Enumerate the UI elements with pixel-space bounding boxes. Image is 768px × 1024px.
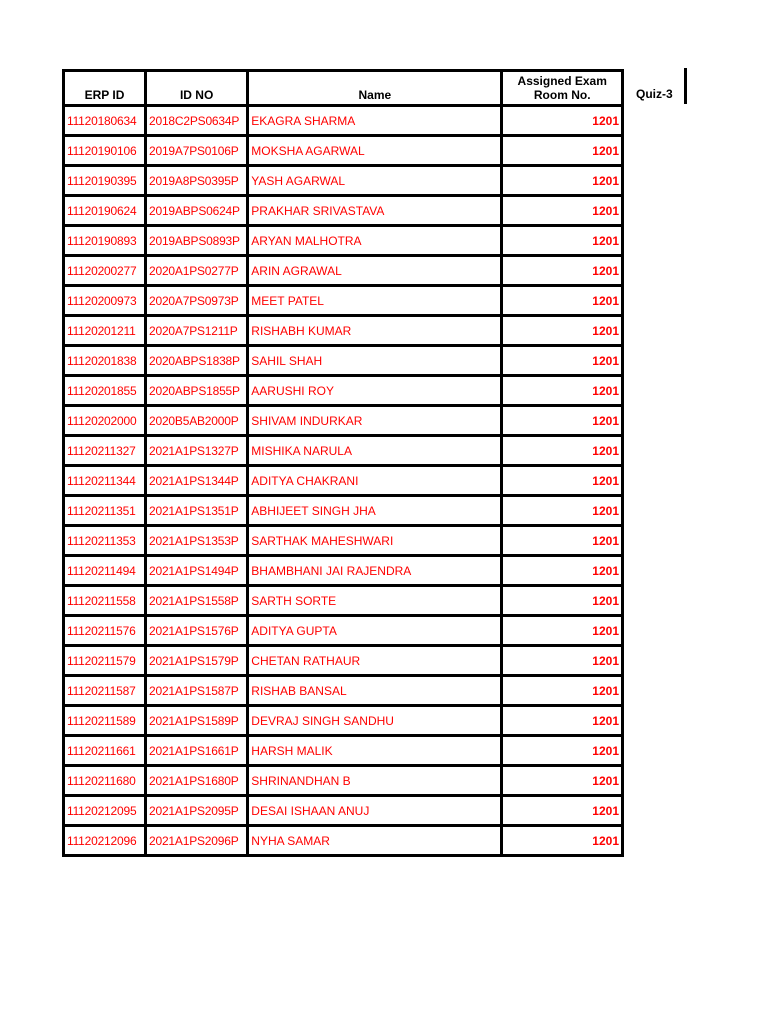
name-cell: SAHIL SHAH [248,346,502,376]
name-cell: YASH AGARWAL [248,166,502,196]
room-cell: 1201 [502,796,623,826]
header-name: Name [248,71,502,106]
table-row [64,586,623,616]
room-cell: 1201 [502,496,623,526]
table-row [64,796,623,826]
table-row [64,196,623,226]
table-row [64,826,623,856]
id-no-cell: 2021A1PS2096P [146,826,248,856]
name-cell: HARSH MALIK [248,736,502,766]
name-cell: BHAMBHANI JAI RAJENDRA [248,556,502,586]
name-cell: DESAI ISHAAN ANUJ [248,796,502,826]
name-cell: MISHIKA NARULA [248,436,502,466]
id-no-cell: 2020ABPS1855P [146,376,248,406]
table-row [64,376,623,406]
table-row [64,676,623,706]
name-cell: SARTHAK MAHESHWARI [248,526,502,556]
room-cell: 1201 [502,346,623,376]
id-no-cell: 2021A1PS1351P [146,496,248,526]
table-row [64,556,623,586]
table-row [64,346,623,376]
name-cell: EKAGRA SHARMA [248,106,502,136]
table-row [64,436,623,466]
erp-id-cell: 11120201855 [64,376,146,406]
id-no-cell: 2021A1PS1589P [146,706,248,736]
erp-id-cell: 11120180634 [64,106,146,136]
room-cell: 1201 [502,406,623,436]
table-row [64,706,623,736]
room-cell: 1201 [502,226,623,256]
erp-id-cell: 11120211680 [64,766,146,796]
erp-id-cell: 11120211353 [64,526,146,556]
header-room-line1: Assigned Exam [517,74,607,88]
header-id-no: ID NO [146,71,248,106]
room-cell: 1201 [502,196,623,226]
erp-id-cell: 11120211327 [64,436,146,466]
id-no-cell: 2021A1PS1579P [146,646,248,676]
header-room-line2: Room No. [533,88,591,102]
id-no-cell: 2019A8PS0395P [146,166,248,196]
erp-id-cell: 11120212095 [64,796,146,826]
table-row [64,256,623,286]
table-row [64,106,623,136]
erp-id-cell: 11120212096 [64,826,146,856]
id-no-cell: 2021A1PS1680P [146,766,248,796]
erp-id-cell: 11120211351 [64,496,146,526]
quiz-divider [684,68,687,104]
id-no-cell: 2021A1PS1558P [146,586,248,616]
name-cell: NYHA SAMAR [248,826,502,856]
table-row [64,616,623,646]
name-cell: ABHIJEET SINGH JHA [248,496,502,526]
room-cell: 1201 [502,316,623,346]
erp-id-cell: 11120190893 [64,226,146,256]
id-no-cell: 2020A1PS0277P [146,256,248,286]
name-cell: PRAKHAR SRIVASTAVA [248,196,502,226]
erp-id-cell: 11120211579 [64,646,146,676]
room-cell: 1201 [502,706,623,736]
name-cell: ADITYA CHAKRANI [248,466,502,496]
room-cell: 1201 [502,166,623,196]
name-cell: AARUSHI ROY [248,376,502,406]
name-cell: DEVRAJ SINGH SANDHU [248,706,502,736]
erp-id-cell: 11120211344 [64,466,146,496]
id-no-cell: 2019A7PS0106P [146,136,248,166]
id-no-cell: 2020A7PS1211P [146,316,248,346]
exam-room-sheet [62,69,624,857]
id-no-cell: 2021A1PS2095P [146,796,248,826]
erp-id-cell: 11120211589 [64,706,146,736]
erp-id-cell: 11120200973 [64,286,146,316]
table-row [64,136,623,166]
id-no-cell: 2021A1PS1587P [146,676,248,706]
id-no-cell: 2020ABPS1838P [146,346,248,376]
name-cell: ADITYA GUPTA [248,616,502,646]
room-cell: 1201 [502,286,623,316]
table-row [64,736,623,766]
room-cell: 1201 [502,526,623,556]
table-row [64,496,623,526]
erp-id-cell: 11120211587 [64,676,146,706]
table-row [64,286,623,316]
room-cell: 1201 [502,136,623,166]
table-row [64,466,623,496]
room-cell: 1201 [502,436,623,466]
id-no-cell: 2021A1PS1327P [146,436,248,466]
id-no-cell: 2018C2PS0634P [146,106,248,136]
table-row [64,646,623,676]
erp-id-cell: 11120211661 [64,736,146,766]
room-cell: 1201 [502,826,623,856]
id-no-cell: 2021A1PS1576P [146,616,248,646]
erp-id-cell: 11120201838 [64,346,146,376]
name-cell: MEET PATEL [248,286,502,316]
table-row [64,316,623,346]
name-cell: CHETAN RATHAUR [248,646,502,676]
exam-room-table [62,69,624,857]
name-cell: ARYAN MALHOTRA [248,226,502,256]
table-row [64,226,623,256]
header-room [502,71,623,106]
erp-id-cell: 11120190395 [64,166,146,196]
room-cell: 1201 [502,466,623,496]
id-no-cell: 2021A1PS1494P [146,556,248,586]
id-no-cell: 2019ABPS0893P [146,226,248,256]
room-cell: 1201 [502,256,623,286]
erp-id-cell: 11120190624 [64,196,146,226]
room-cell: 1201 [502,616,623,646]
table-row [64,766,623,796]
id-no-cell: 2020A7PS0973P [146,286,248,316]
table-body [64,106,623,856]
name-cell: RISHAB BANSAL [248,676,502,706]
name-cell: ARIN AGRAWAL [248,256,502,286]
name-cell: RISHABH KUMAR [248,316,502,346]
table-header-row [64,71,623,106]
erp-id-cell: 11120200277 [64,256,146,286]
room-cell: 1201 [502,556,623,586]
erp-id-cell: 11120201211 [64,316,146,346]
name-cell: SHRINANDHAN B [248,766,502,796]
room-cell: 1201 [502,586,623,616]
name-cell: SHIVAM INDURKAR [248,406,502,436]
name-cell: SARTH SORTE [248,586,502,616]
table-row [64,166,623,196]
id-no-cell: 2021A1PS1661P [146,736,248,766]
room-cell: 1201 [502,646,623,676]
erp-id-cell: 11120211576 [64,616,146,646]
id-no-cell: 2021A1PS1353P [146,526,248,556]
erp-id-cell: 11120190106 [64,136,146,166]
room-cell: 1201 [502,676,623,706]
name-cell: MOKSHA AGARWAL [248,136,502,166]
erp-id-cell: 11120211494 [64,556,146,586]
quiz-label: Quiz-3 [636,87,673,101]
erp-id-cell: 11120202000 [64,406,146,436]
header-erp-id: ERP ID [64,71,146,106]
room-cell: 1201 [502,736,623,766]
id-no-cell: 2019ABPS0624P [146,196,248,226]
table-row [64,526,623,556]
table-row [64,406,623,436]
room-cell: 1201 [502,106,623,136]
id-no-cell: 2021A1PS1344P [146,466,248,496]
id-no-cell: 2020B5AB2000P [146,406,248,436]
erp-id-cell: 11120211558 [64,586,146,616]
room-cell: 1201 [502,376,623,406]
room-cell: 1201 [502,766,623,796]
